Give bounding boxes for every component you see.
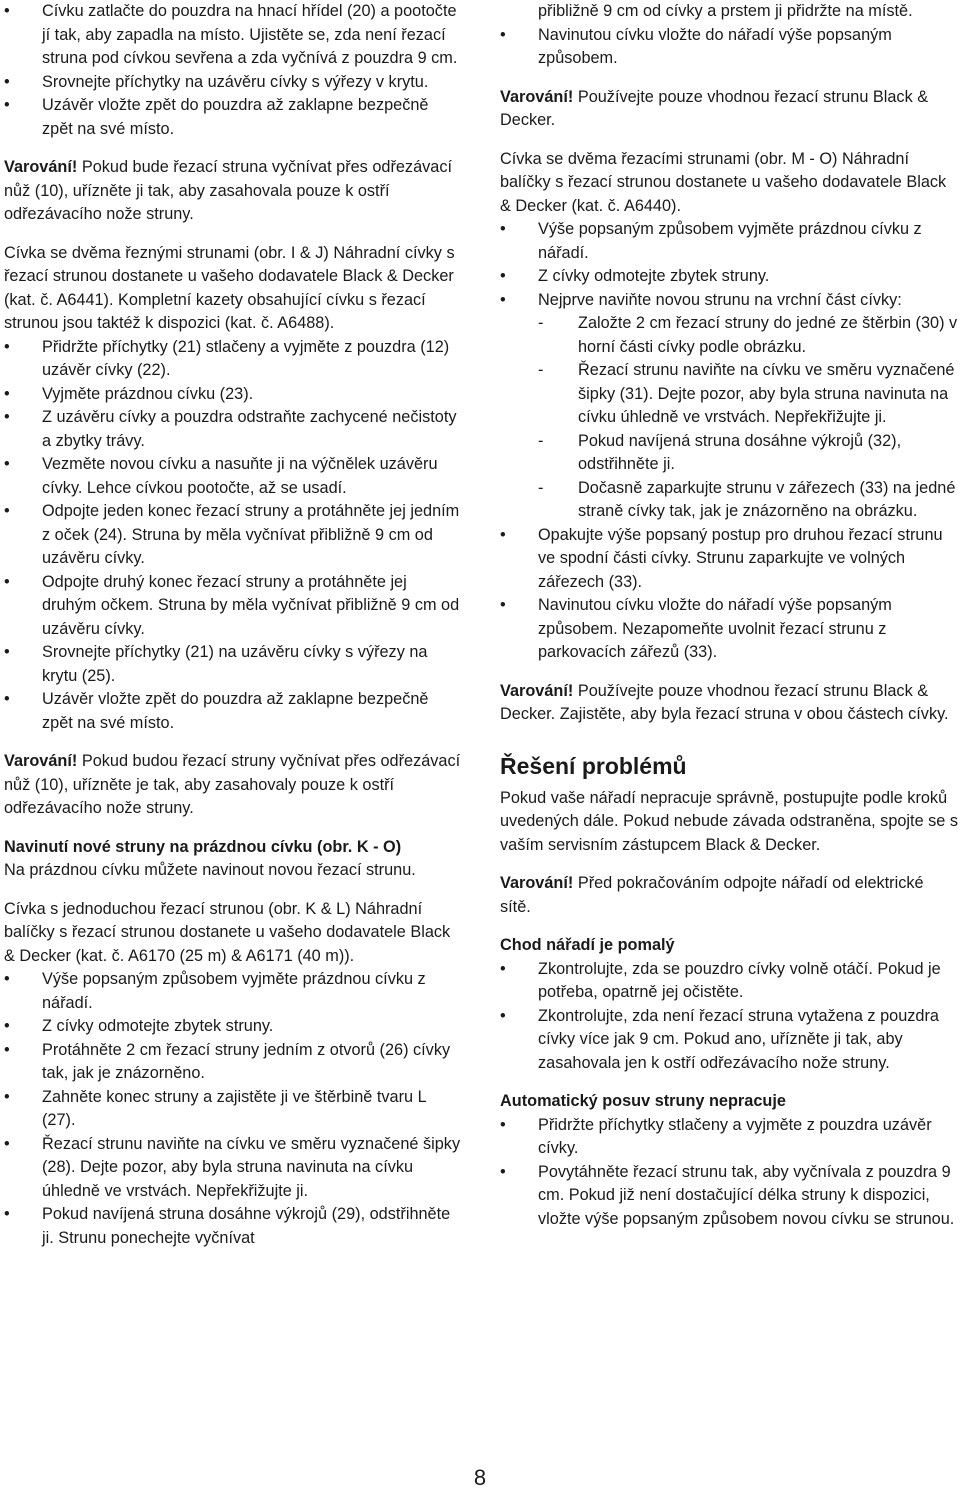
list-item: • Cívku zatlačte do pouzdra na hnací hřídel (20) a pootočte jí tak, aby zapadla na místo. Ujistěte se, zda není řezací struna pod cívkou sevřena a zda vyčnívá z pouzdra 9 cm. xyxy=(4,0,462,71)
bullet-list xyxy=(500,524,958,665)
bullet-list xyxy=(500,0,958,71)
list-item: • Z cívky odmotejte zbytek struny. xyxy=(4,1015,462,1039)
warning-paragraph xyxy=(4,750,462,821)
paragraph: Cívka se dvěma řeznými strunami (obr. I & J) Náhradní cívky s řezací strunou dostanete u vašeho dodavatele Black & Decker (kat. č. A6441). Kompletní kazety obsahující cívku s řezací strunou jsou taktéž k dispozici (kat. č. A6488). xyxy=(4,243,455,332)
list-item: - Dočasně zaparkujte strunu v zářezech (33) na jedné straně cívky tak, jak je znázorněno na obrázku. xyxy=(500,477,958,524)
warning-text: Používejte pouze vhodnou řezací strunu Black & Decker. Zajistěte, aby byla řezací struna v obou částech cívky. xyxy=(500,681,949,723)
list-item: • Z uzávěru cívky a pouzdra odstraňte zachycené nečistoty a zbytky trávy. xyxy=(4,406,462,453)
bullet-list xyxy=(4,336,462,736)
paragraph: Cívka s jednoduchou řezací strunou (obr. K & L) Náhradní balíčky s řezací strunou dostanete u vašeho dodavatele Black & Decker (kat. č. A6170 (25 m) & A6171 (40 m)). xyxy=(4,899,451,965)
list-item: • Srovnejte příchytky na uzávěru cívky s výřezy v krytu. xyxy=(4,71,462,95)
list-item: • Srovnejte příchytky (21) na uzávěru cívky s výřezy na krytu (25). xyxy=(4,641,462,688)
subsection-heading: Chod nářadí je pomalý xyxy=(500,936,675,954)
list-item: - Řezací strunu naviňte na cívku ve směru vyznačené šipky (31). Dejte pozor, aby byla struna navinuta na cívku úhledně ve vrstvách. Nepřekřižujte ji. xyxy=(500,359,958,430)
section-title: Řešení problémů xyxy=(500,752,687,779)
right-column xyxy=(500,0,958,1231)
paragraph: Cívka se dvěma řezacími strunami (obr. M - O) Náhradní balíčky s řezací strunou dostanete u vašeho dodavatele Black & Decker (kat. č. A6440). xyxy=(500,149,947,215)
list-item: • Uzávěr vložte zpět do pouzdra až zaklapne bezpečně zpět na své místo. xyxy=(4,688,462,735)
list-item: • Přidržte příchytky (21) stlačeny a vyjměte z pouzdra (12) uzávěr cívky (22). xyxy=(4,336,462,383)
bullet-list xyxy=(500,958,958,1076)
list-item: • Navinutou cívku vložte do nářadí výše popsaným způsobem. Nezapomeňte uvolnit řezací strunu z parkovacích zářezů (33). xyxy=(500,594,958,665)
section-heading: Navinutí nové struny na prázdnou cívku (obr. K - O) xyxy=(4,837,402,856)
list-item: • Odpojte druhý konec řezací struny a protáhněte jej druhým očkem. Struna by měla vyčnívat přibližně 9 cm od uzávěru cívky. xyxy=(4,571,462,642)
subsection-heading: Automatický posuv struny nepracuje xyxy=(500,1092,786,1110)
list-item: • Zkontrolujte, zda není řezací struna vytažena z pouzdra cívky více jak 9 cm. Pokud ano, uřízněte ji tak, aby zasahovala jen k ostří odřezávacího nože struny. xyxy=(500,1005,958,1076)
warning-paragraph xyxy=(500,872,958,919)
warning-label: Varování! xyxy=(4,752,78,770)
warning-text: Používejte pouze vhodnou řezací strunu Black & Decker. xyxy=(500,87,929,129)
list-item: přibližně 9 cm od cívky a prstem ji přidržte na místě. xyxy=(538,2,913,20)
warning-label: Varování! xyxy=(4,158,78,176)
list-item: • Řezací strunu naviňte na cívku ve směru vyznačené šipky (28). Dejte pozor, aby byla struna navinuta na cívku úhledně ve vrstvách. Nepřekřižujte ji. xyxy=(4,1133,462,1204)
list-item: • Vezměte novou cívku a nasuňte ji na výčnělek uzávěru cívky. Lehce cívkou pootočte, až se usadí. xyxy=(4,453,462,500)
warning-paragraph xyxy=(500,86,958,133)
warning-text: Pokud bude řezací struna vyčnívat přes odřezávací nůž (10), uřízněte ji tak, aby zasahovala pouze k ostří odřezávacího nože struny. xyxy=(4,158,452,223)
warning-label: Varování! xyxy=(500,87,574,106)
bullet-list xyxy=(4,968,462,1250)
bullet-list xyxy=(4,0,462,141)
list-item: • Zahněte konec struny a zajistěte ji ve štěrbině tvaru L (27). xyxy=(4,1086,462,1133)
list-item: • Výše popsaným způsobem vyjměte prázdnou cívku z nářadí. xyxy=(4,968,462,1015)
list-item: • Nejprve naviňte novou strunu na vrchní část cívky: xyxy=(500,289,958,313)
list-item: • Opakujte výše popsaný postup pro druhou řezací strunu ve spodní části cívky. Strunu zaparkujte ve volných zářezech (33). xyxy=(500,524,958,595)
bullet-list xyxy=(500,1114,958,1232)
warning-paragraph xyxy=(4,156,462,227)
warning-label: Varování! xyxy=(500,874,574,892)
list-item: - Pokud navíjená struna dosáhne výkrojů (32), odstřihněte ji. xyxy=(500,430,958,477)
page-number: 8 xyxy=(473,1465,487,1490)
left-column xyxy=(4,0,462,1250)
list-item: • Z cívky odmotejte zbytek struny. xyxy=(500,265,958,289)
warning-label: Varování! xyxy=(500,681,574,700)
list-item: • Navinutou cívku vložte do nářadí výše popsaným způsobem. xyxy=(500,24,958,71)
list-item: • Zkontrolujte, zda se pouzdro cívky volně otáčí. Pokud je potřeba, opatrně jej očistěte. xyxy=(500,958,958,1005)
list-item: • Výše popsaným způsobem vyjměte prázdnou cívku z nářadí. xyxy=(500,218,958,265)
list-item: • Vyjměte prázdnou cívku (23). xyxy=(4,383,462,407)
list-item: • Uzávěr vložte zpět do pouzdra až zaklapne bezpečně zpět na své místo. xyxy=(4,94,462,141)
bullet-list xyxy=(500,218,958,312)
list-item: • Protáhněte 2 cm řezací struny jedním z otvorů (26) cívky tak, jak je znázorněno. xyxy=(4,1039,462,1086)
paragraph: Pokud vaše nářadí nepracuje správně, postupujte podle kroků uvedených dále. Pokud nebude závada odstraněna, spojte se s vaším servisním zástupcem Black & Decker. xyxy=(500,788,959,854)
list-item: • Odpojte jeden konec řezací struny a protáhněte jej jedním z oček (24). Struna by měla vyčnívat přibližně 9 cm od uzávěru cívky. xyxy=(4,500,462,571)
paragraph: Na prázdnou cívku můžete navinout novou řezací strunu. xyxy=(4,861,416,879)
warning-text: Před pokračováním odpojte nářadí od elektrické sítě. xyxy=(500,874,924,916)
dash-list xyxy=(500,312,958,524)
list-item: • Přidržte příchytky stlačeny a vyjměte z pouzdra uzávěr cívky. xyxy=(500,1114,958,1161)
list-item: - Založte 2 cm řezací struny do jedné ze štěrbin (30) v horní části cívky podle obrázku. xyxy=(500,312,958,359)
list-item: • Pokud navíjená struna dosáhne výkrojů (29), odstřihněte ji. Strunu ponechejte vyčnívat xyxy=(4,1203,462,1250)
list-item: • Povytáhněte řezací strunu tak, aby vyčnívala z pouzdra 9 cm. Pokud již není dostačující délka struny k dispozici, vložte výše popsaným způsobem novou cívku se strunou. xyxy=(500,1161,958,1232)
warning-paragraph xyxy=(500,680,958,727)
warning-text: Pokud budou řezací struny vyčnívat přes odřezávací nůž (10), uřízněte je tak, aby zasahovaly pouze k ostří odřezávacího nože struny. xyxy=(4,752,461,817)
